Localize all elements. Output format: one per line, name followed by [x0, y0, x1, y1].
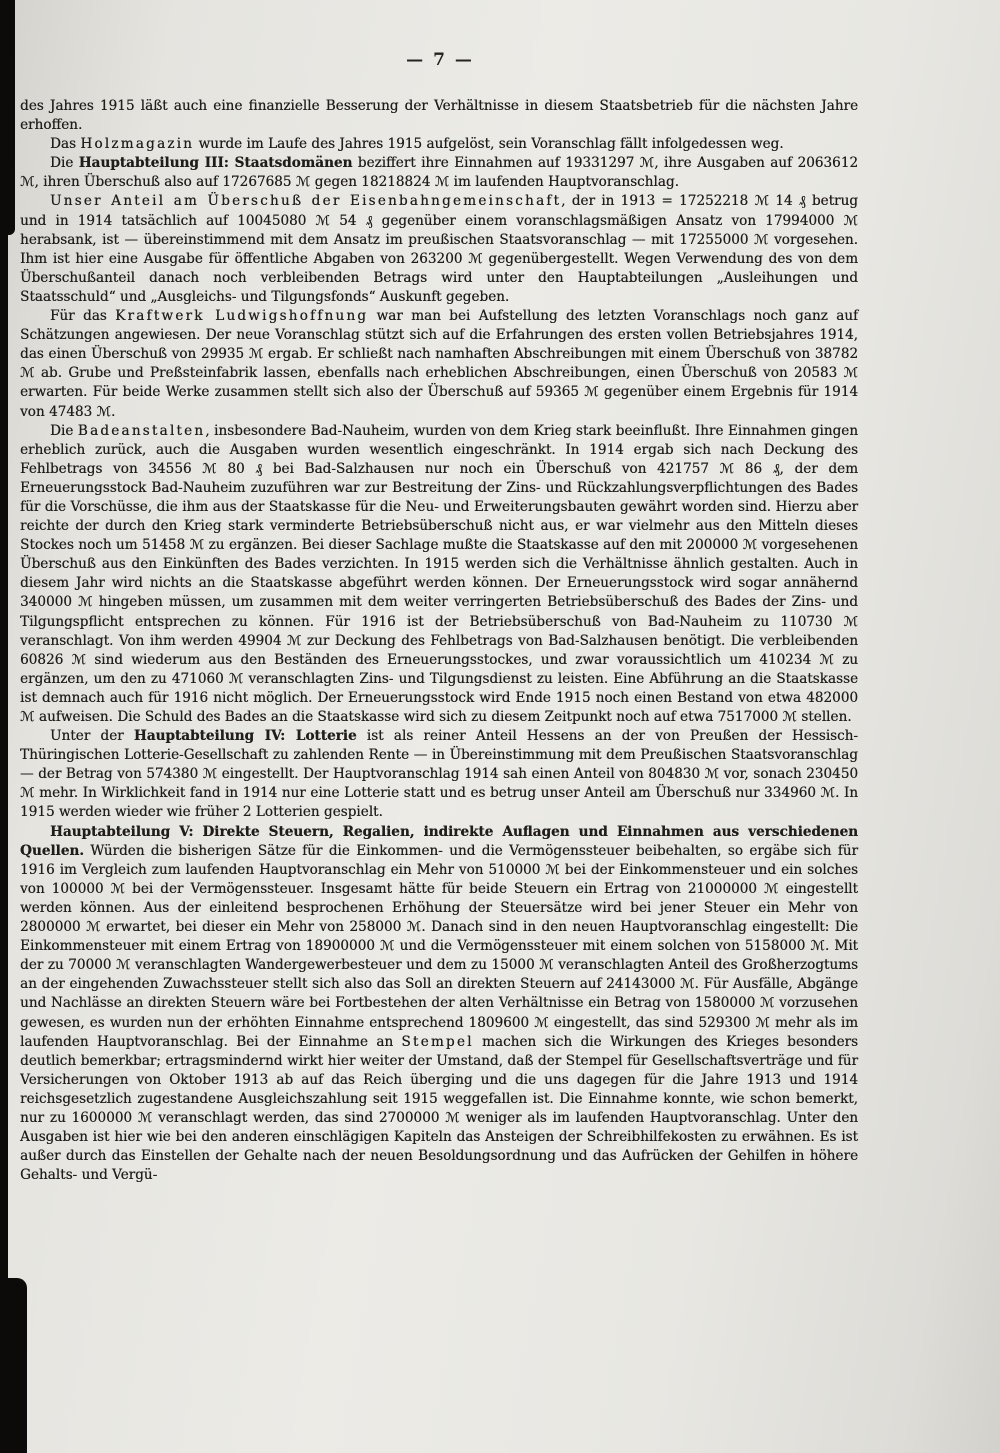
scan-gutter-artifact-bottom: [0, 1278, 27, 1453]
text-run: Die: [50, 155, 79, 172]
text-run: Das: [50, 136, 81, 153]
text-run: , der in 1913 = 17252218 ℳ 14 ₰ betrug und in 1914 tatsächlich auf 10045080 ℳ 54 ₰ gegenüber einem voranschlagsmäßigen Ansatz von 17994000 ℳ herabsank, ist — übereinstimmend mit dem Ansatz im preußischen Staatsvoranschlag — mit 17255000 ℳ vorgesehen. Ihm ist hier eine Ausgabe für öffentliche Abgaben von 263200 ℳ gegenübergestellt. Wegen Verwendung des von dem Überschußanteil danach noch verbleibenden Betrags wird unter den Hauptabteilungen „Ausleihungen und Staatsschuld“ und „Ausgleichs- und Tilgungsfonds“ Auskunft gegeben.: [20, 193, 858, 305]
text-run: ist als reiner Anteil Hessens an der von Preußen der Hessisch-Thüringischen Lotterie-Gesellschaft zu zahlenden Rente — in Übereinstimmung mit dem Preußischen Staatsvoranschlag — der Betrag von 574380 ℳ eingestellt. Der Hauptvoranschlag 1914 sah einen Anteil von 804830 ℳ vor, sonach 230450 ℳ mehr. In Wirklichkeit fand in 1914 nur eine Lotterie statt und es betrug unser Anteil am Überschuß nur 334960 ℳ. In 1915 werden wieder wie früher 2 Lotterien gespielt.: [20, 728, 858, 821]
text-run: des Jahres 1915 läßt auch eine finanzielle Besserung der Verhältnisse in diesem Staatsbetrieb für die nächsten Jahre erhoffen.: [20, 98, 858, 134]
text-run: Die: [50, 422, 78, 439]
text-run: wurde im Laufe des Jahres 1915 aufgelöst, sein Voranschlag fällt infolgedessen weg.: [194, 136, 784, 153]
text-run: beziffert ihre Einnahmen auf 19331297 ℳ, ihre Ausgaben auf 2063612 ℳ, ihren Überschuß also auf 17267685 ℳ gegen 18218824 ℳ im laufenden Hauptvoranschlag.: [20, 155, 859, 191]
text-block: [20, 97, 858, 1185]
text-run: machen sich die Wirkungen des Krieges besonders deutlich bemerkbar; ertragsmindernd wirkt hier weiter der Umstand, daß der Stempel für Gesellschaftsverträge und für Versicherungen von Oktober 1913 ab auf das Reich überging und die uns dagegen für die Jahre 1913 und 1914 reichsgesetzlich zugestandene Ausgleichszahlung seit 1915 weggefallen ist. Die Einnahme konnte, wie schon bemerkt, nur zu 1600000 ℳ veranschlagt werden, das sind 2700000 ℳ weniger als im laufenden Hauptvoranschlag. Unter den Ausgaben ist hier wie bei den anderen einschlägigen Kapiteln das Ansteigen der Schreibhilfekosten zu erwähnen. Es ist außer durch das Einstellen der Gehalte nach der neuen Besoldungsordnung und das Aufrücken der Gehilfen in höhere Gehalts- und Vergü-: [20, 1033, 858, 1184]
paragraph-kraftwerk: [20, 307, 858, 422]
scan-gutter-artifact-top: [0, 0, 15, 235]
paragraph-hauptabteilung-3: [20, 154, 858, 192]
text-run: Für das: [50, 308, 116, 325]
paragraph-hauptabteilung-4: [20, 727, 858, 822]
emphasis-spaced: Stempel: [401, 1033, 474, 1050]
paragraph-holzmagazin: [20, 135, 858, 154]
text-run: , insbesondere Bad-Nauheim, wurden von dem Krieg stark beeinflußt. Ihre Einnahmen gingen erheblich zurück, auch die Ausgaben wurden wesentlich eingeschränkt. In 1914 ergab sich nach Deckung des Fehlbetrags von 34556 ℳ 80 ₰ bei Bad-Salzhausen nur noch ein Überschuß von 421757 ℳ 86 ₰, der dem Erneuerungsstock Bad-Nauheim zuzuführen war zur Bestreitung der Zins- und Rückzahlungsverpflichtungen des Bades für die Vorschüsse, die ihm aus der Staatskasse für die Neu- und Erweiterungsbauten gewährt worden sind. Hierzu aber reichte der durch den Krieg stark verminderte Betriebsüberschuß nicht aus, er war vielmehr aus den Mitteln dieses Stockes noch um 51458 ℳ zu ergänzen. Bei dieser Sachlage mußte die Staatskasse auf den mit 200000 ℳ vorgesehenen Überschuß aus den Einkünften des Bades verzichten. In 1915 werden sich die Verhältnisse ähnlich gestalten. Auch in diesem Jahr wird nichts an die Staatskasse abgeführt werden können. Der Erneuerungsstock wird sogar annähernd 340000 ℳ hingeben müssen, um zusammen mit dem weiter verringerten Betriebsüberschuß des Bades der Zins- und Tilgungspflicht entsprechen zu können. Für 1916 ist der Betriebsüberschuß von Bad-Nauheim zu 110730 ℳ veranschlagt. Von ihm werden 49904 ℳ zur Deckung des Fehlbetrags von Bad-Salzhausen benötigt. Die verbleibenden 60826 ℳ sind wiederum aus den Beständen des Erneuerungsstockes, und zwar voraussichtlich um 410234 ℳ zu ergänzen, um den zu 471060 ℳ veranschlagten Zins- und Tilgungsdienst zu leisten. Eine Abführung an die Staatskasse ist demnach auch für 1916 nicht möglich. Der Erneuerungsstock wird Ende 1915 noch einen Bestand von etwa 482000 ℳ aufweisen. Die Schuld des Bades an die Staatskasse wird sich zu diesem Zeitpunkt noch auf etwa 7517000 ℳ stellen.: [20, 422, 858, 725]
text-run: Unter der: [50, 728, 134, 745]
emphasis-spaced: Holzmagazin: [80, 136, 195, 153]
emphasis-spaced: Kraftwerk Ludwigshoffnung: [115, 308, 369, 325]
page-number: — 7 —: [406, 50, 474, 70]
inline-heading: Hauptabteilung V: Direkte Steuern, Regalien, indirekte Auflagen und Einnahmen aus verschiedenen Quellen.: [20, 823, 858, 859]
text-run: Würden die bisherigen Sätze für die Einkommen- und die Vermögenssteuer beibehalten, so ergäbe sich für 1916 im Vergleich zum laufenden Hauptvoranschlag ein Mehr von 510000 ℳ bei der Einkommensteuer und ein solches von 100000 ℳ bei der Vermögenssteuer. Insgesamt hätte für beide Steuern ein Ertrag von 21000000 ℳ eingestellt werden können. Aus der einleitend besprochenen Erhöhung der Steuersätze wird bei jener Steuer ein Mehr von 2800000 ℳ erwartet, bei dieser ein Mehr von 258000 ℳ. Danach sind in den neuen Hauptvoranschlag eingestellt: Die Einkommensteuer mit einem Ertrag von 18900000 ℳ und die Vermögenssteuer mit einem solchen von 5158000 ℳ. Mit der zu 70000 ℳ veranschlagten Wandergewerbesteuer und dem zu 15000 ℳ veranschlagten Anteil des Großherzogtums an der eingehenden Zuwachssteuer stellt sich also das Soll an direkten Steuern auf 24143000 ℳ. Für Ausfälle, Abgänge und Nachlässe an direkten Steuern wäre bei Fortbestehen der alten Verhältnisse ein Betrag von 1580000 ℳ vorzusehen gewesen, es wurden nun der erhöhten Einnahme entsprechend 1809600 ℳ eingestellt, das sind 529300 ℳ mehr als im laufenden Hauptvoranschlag. Bei der Einnahme an: [20, 842, 858, 1050]
paragraph-continuation: [20, 97, 858, 135]
inline-heading: Hauptabteilung IV: Lotterie: [133, 728, 357, 745]
inline-heading: Hauptabteilung III: Staatsdomänen: [78, 155, 353, 172]
emphasis-spaced: Badeanstalten: [77, 422, 206, 439]
emphasis-spaced: Unser Anteil am Überschuß der Eisenbahngemeinschaft: [50, 193, 562, 210]
paragraph-badeanstalten: [20, 422, 858, 728]
text-run: war man bei Aufstellung des letzten Voranschlags noch ganz auf Schätzungen angewiesen. Der neue Voranschlag stützt sich auf die Erfahrungen des ersten vollen Betriebsjahres 1914, das einen Überschuß von 29935 ℳ ergab. Er schließt nach namhaften Abschreibungen mit einem Überschuß von 38782 ℳ ab. Grube und Preßsteinfabrik lassen, ebenfalls nach erheblichen Abschreibungen, einen Überschuß von 20583 ℳ erwarten. Für beide Werke zusammen stellt sich also der Überschuß auf 59365 ℳ gegenüber einem Ergebnis für 1914 von 47483 ℳ.: [20, 308, 858, 420]
paragraph-hauptabteilung-5: [20, 823, 858, 1186]
paragraph-eisenbahngemeinschaft: [20, 192, 858, 307]
